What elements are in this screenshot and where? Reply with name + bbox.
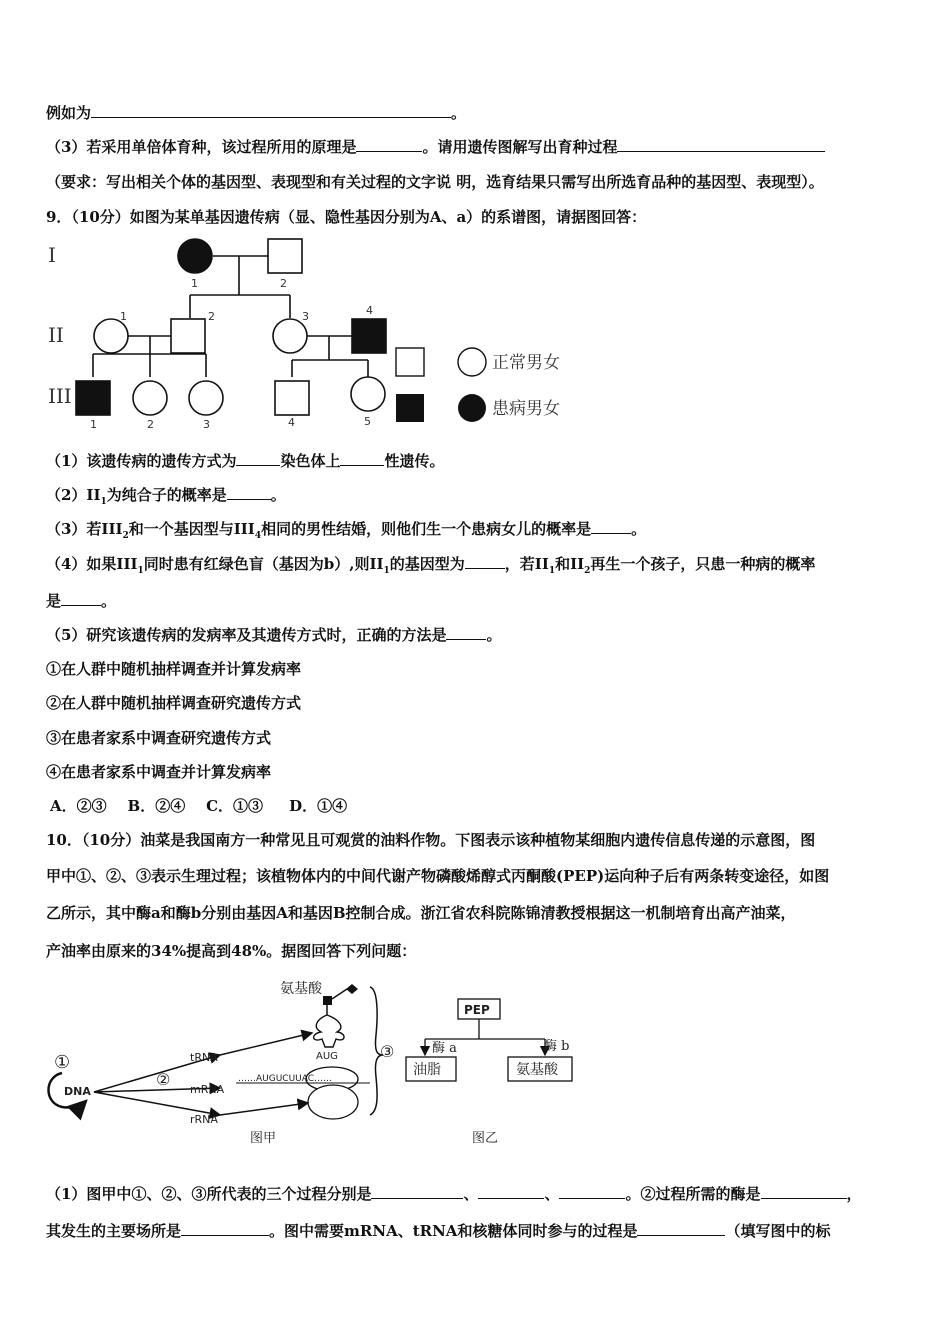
answer-blank[interactable] xyxy=(181,1221,269,1236)
q8-part3: （3）若采用单倍体育种，该过程所用的原理是 。请用遗传图解写出育种过程 xyxy=(46,137,825,157)
answer-blank[interactable] xyxy=(637,1221,725,1236)
q10-part1-cont: 其发生的主要场所是 。图中需要mRNA、tRNA和核糖体同时参与的过程是 （填写图中的标 xyxy=(46,1222,831,1240)
num-III1: 1 xyxy=(90,418,97,431)
q10-line3: 乙所示，其中酶a和酶b分别由基因A和基因B控制合成。浙江省农科院陈锦清教授根据这一机制培育出高产油菜， xyxy=(46,904,796,922)
num-I2: 2 xyxy=(280,277,287,290)
num-II2: 2 xyxy=(208,310,215,323)
q10-line4: 产油率由原来的34%提高到48%。据图回答下列问题： xyxy=(46,942,417,960)
answer-blank[interactable] xyxy=(446,625,486,640)
answer-blank[interactable] xyxy=(340,451,384,466)
process-1-label: ① xyxy=(54,1052,71,1073)
option-4: ④在患者家系中调查并计算发病率 xyxy=(46,763,272,781)
pedigree-II1-normal-female xyxy=(94,319,128,353)
pedigree-II3-normal-female xyxy=(273,319,307,353)
legend-normal-female-icon xyxy=(458,348,486,376)
process-3-label: ③ xyxy=(380,1042,395,1061)
q9-part1: （1）该遗传病的遗传方式为 染色体上 性遗传。 xyxy=(46,452,445,470)
num-I1: 1 xyxy=(191,277,198,290)
option-1: ①在人群中随机抽样调查并计算发病率 xyxy=(46,660,302,678)
pedigree-III2-normal-female xyxy=(133,381,167,415)
amino-acid-square xyxy=(323,996,332,1005)
num-III2: 2 xyxy=(147,418,154,431)
num-III5: 5 xyxy=(364,415,371,428)
q9-part4-cont: 是 。 xyxy=(46,592,117,610)
process-2-label: ② xyxy=(156,1070,171,1089)
q8-requirement: （要求：写出相关个体的基因型、表现型和有关过程的文字说 明，选育结果只需写出所选育品种的基因型、表现型）。 xyxy=(46,173,824,191)
answer-blank[interactable] xyxy=(356,137,422,152)
q9-part2: $(2)II_1$为纯合子的概率是 。 xyxy=(46,486,286,507)
line-example: 例如为 。 xyxy=(46,104,467,122)
q10-line1: 10．（10分）油菜是我国南方一种常见且可观赏的油料作物。下图表示该种植物某细胞内遗传信息传递的示意图，图 xyxy=(46,831,816,849)
answer-blank[interactable] xyxy=(91,103,451,118)
answer-choices: A．②③ B．②④ C．①③ D．①④ xyxy=(50,797,348,815)
answer-blank[interactable] xyxy=(227,485,271,500)
pep-label: PEP xyxy=(464,1003,490,1017)
answer-blank[interactable] xyxy=(236,451,280,466)
pedigree-III3-normal-female xyxy=(189,381,223,415)
answer-blank[interactable] xyxy=(61,591,101,606)
enzyme-b-label: 酶 b xyxy=(544,1039,570,1054)
answer-blank[interactable] xyxy=(559,1184,625,1199)
legend-normal-male-icon xyxy=(396,348,424,376)
mrna-label: mRNA xyxy=(190,1083,225,1096)
answer-blank[interactable] xyxy=(761,1184,847,1199)
num-III3: 3 xyxy=(203,418,210,431)
legend-affected-male-icon xyxy=(396,394,424,422)
q9-part4: （4）如果$III_1$同时患有红绿色盲（基因为b）,则$II_1$的基因型为 ，若$II_1$和$II_2$再生一个孩子，只患一种病的概率 xyxy=(46,555,816,576)
answer-blank[interactable] xyxy=(478,1184,544,1199)
answer-blank[interactable] xyxy=(371,1184,463,1199)
pedigree-II4-affected-male xyxy=(352,319,386,353)
trna-cloverleaf xyxy=(314,1015,344,1047)
figure-jia-caption: 图甲 xyxy=(250,1131,277,1146)
pedigree-chart xyxy=(40,232,600,432)
pedigree-III5-normal-female xyxy=(351,377,385,411)
gen-label-I: I xyxy=(48,243,56,267)
pedigree-I1-affected-female xyxy=(178,239,212,273)
gen-label-III: III xyxy=(48,384,72,408)
mrna-sequence: ……AUGUCUUAC…… xyxy=(238,1074,333,1084)
q10-part1: （1）图甲中①、②、③所代表的三个过程分别是 、 、 。②过程所需的酶是 ， xyxy=(46,1185,862,1203)
option-2: ②在人群中随机抽样调查研究遗传方式 xyxy=(46,694,302,712)
q9-part3: （3）若$III_2$和一个基因型与$III_4$相同的男性结婚，则他们生一个患病女儿的概率是 。 xyxy=(46,520,647,541)
gene-expression-figure xyxy=(40,975,600,1150)
option-3: ③在患者家系中调查研究遗传方式 xyxy=(46,729,272,747)
num-II1: 1 xyxy=(120,310,127,323)
answer-blank[interactable] xyxy=(591,519,631,534)
ribosome-small-subunit xyxy=(308,1085,358,1119)
enzyme-a-label: 酶 a xyxy=(432,1041,457,1056)
legend-affected-text: 患病男女 xyxy=(492,399,560,419)
num-II3: 3 xyxy=(302,310,309,323)
amino-acid-box-label: 氨基酸 xyxy=(516,1062,558,1078)
amino-acid-diamond xyxy=(346,984,358,994)
rrna-label: rRNA xyxy=(190,1113,218,1126)
q10-line2: 甲中①、②、③表示生理过程；该植物体内的中间代谢产物磷酸烯醇式丙酮酸(PEP)运向种子后有两条转变途径，如图 xyxy=(46,867,830,885)
example-label: 例如为 xyxy=(46,104,92,122)
q9-title: 9．（10分）如图为某单基因遗传病（显、隐性基因分别为A、a）的系谱图，请据图回答： xyxy=(46,208,647,226)
amino-acid-label: 氨基酸 xyxy=(280,981,322,997)
answer-blank[interactable] xyxy=(465,554,505,569)
pedigree-III1-affected-male xyxy=(76,381,110,415)
num-II4: 4 xyxy=(366,304,373,317)
legend-affected-female-icon xyxy=(458,394,486,422)
answer-blank[interactable] xyxy=(617,137,825,152)
legend-normal-text: 正常男女 xyxy=(492,353,560,373)
dna-label: DNA xyxy=(64,1085,91,1098)
pedigree-III4-normal-male xyxy=(275,381,309,415)
pedigree-I2-normal-male xyxy=(268,239,302,273)
num-III4: 4 xyxy=(288,416,295,429)
q9-part5: （5）研究该遗传病的发病率及其遗传方式时，正确的方法是 。 xyxy=(46,626,502,644)
trna-label: tRNA xyxy=(190,1051,218,1064)
gen-label-II: II xyxy=(48,323,64,347)
pedigree-II2-normal-male xyxy=(171,319,205,353)
oil-label: 油脂 xyxy=(413,1062,441,1078)
aug-label: AUG xyxy=(316,1051,338,1062)
figure-yi-caption: 图乙 xyxy=(472,1131,499,1146)
